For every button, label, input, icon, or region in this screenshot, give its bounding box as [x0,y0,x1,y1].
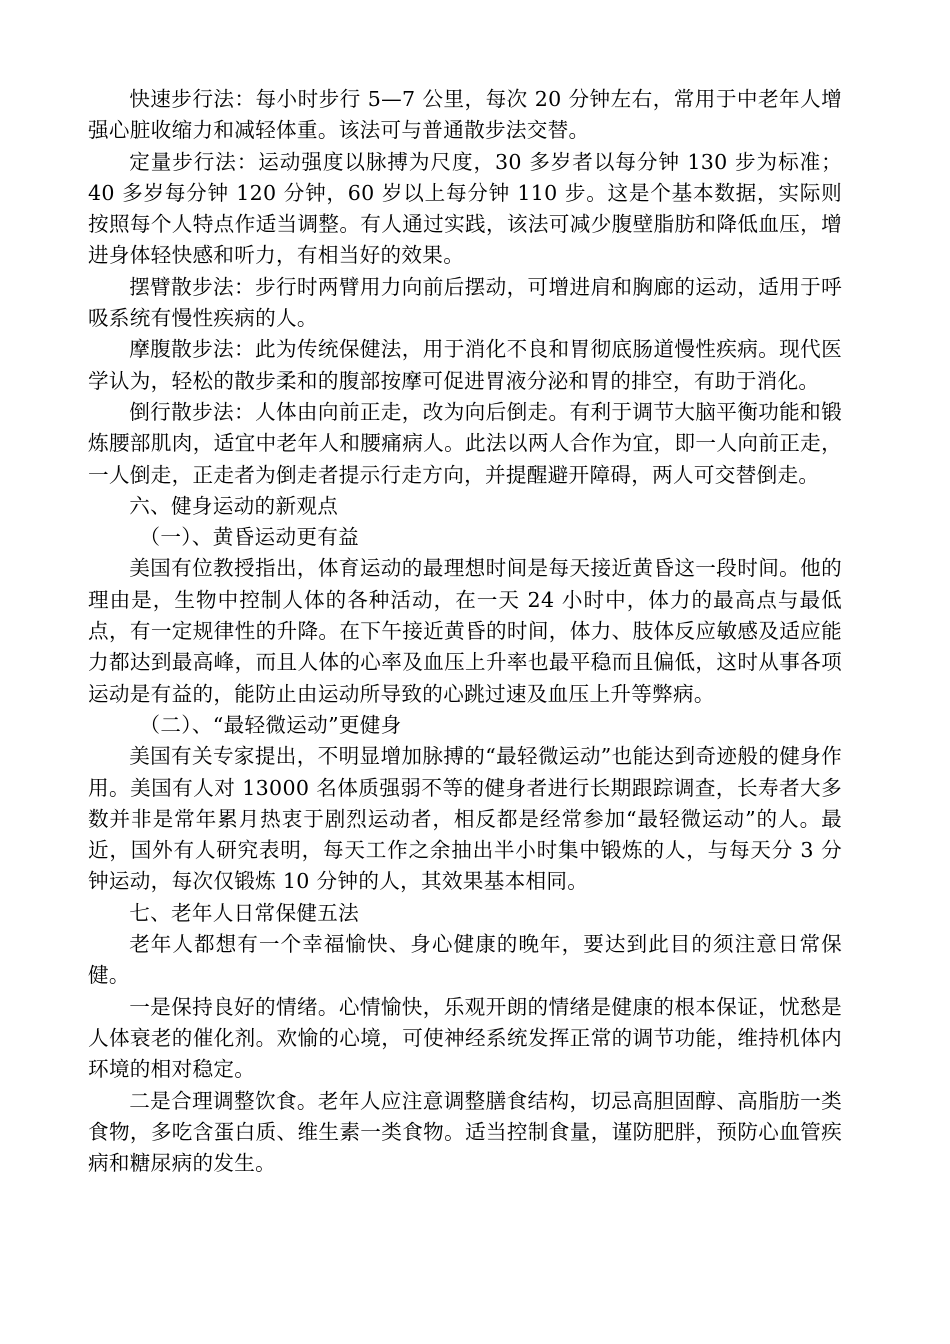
paragraph-arm-swing-walking: 摆臂散步法：步行时两臂用力向前后摆动，可增进肩和胸廊的运动，适用于呼吸系统有慢性疾病的人。 [88,274,842,331]
paragraph-elderly-intro: 老年人都想有一个幸福愉快、身心健康的晚年，要达到此目的须注意日常保健。 [88,932,842,988]
document-page [88,84,842,1179]
section-heading-seven: 七、老年人日常保健五法 [129,900,360,925]
paragraph-belly-rub-walking: 摩腹散步法：此为传统保健法，用于消化不良和胃彻底肠道慢性疾病。现代医学认为，轻松的散步柔和的腹部按摩可促进胃液分泌和胃的排空，有助于消化。 [88,337,842,393]
paragraph-fast-walking: 快速步行法：每小时步行 5—7 公里，每次 20 分钟左右，常用于中老年人增强心脏收缩力和减轻体重。该法可与普通散步法交替。 [88,87,842,143]
subheading-light-exercise: （二）、“最轻微运动”更健身 [139,712,402,737]
paragraph-good-mood: 一是保持良好的情绪。心情愉快，乐观开朗的情绪是健康的根本保证，忧愁是人体衰老的催化剂。欢愉的心境，可使神经系统发挥正常的调节功能，维持机体内环境的相对稳定。 [88,994,842,1082]
paragraph-quantitative-walking: 定量步行法：运动强度以脉搏为尺度，30 多岁者以每分钟 130 步为标准；40 多岁每分钟 120 分钟，60 岁以上每分钟 110 步。这是个基本数据，实际则按照每个人特点作适当调整。有人通过实践，该法可减少腹壁脂肪和降低血压，增进身体轻快感和听力，有相当好的效果。 [88,149,842,268]
paragraph-light-exercise: 美国有关专家提出，不明显增加脉搏的“最轻微运动”也能达到奇迹般的健身作用。美国有人对 13000 名体质强弱不等的健身者进行长期跟踪调查，长寿者大多数并非是常年累月热衷于剧烈运动者，相反都是经常参加“最轻微运动”的人。最近，国外有人研究表明，每天工作之余抽出半小时集中锻炼的人，与每天分 3 分钟运动，每次仅锻炼 10 分钟的人，其效果基本相同。 [88,744,842,894]
section-heading-six: 六、健身运动的新观点 [129,493,339,518]
paragraph-dusk-exercise: 美国有位教授指出，体育运动的最理想时间是每天接近黄昏这一段时间。他的理由是，生物中控制人体的各种活动，在一天 24 小时中，体力的最高点与最低点，有一定规律性的升降。在下午接近黄昏的时间，体力、肢体反应敏感及适应能力都达到最高峰，而且人体的心率及血压上升率也最平稳而且偏低，这时从事各项运动是有益的，能防止由运动所导致的心跳过速及血压上升等弊病。 [88,556,842,706]
subheading-dusk-exercise: （一）、黄昏运动更有益 [139,525,360,550]
paragraph-backward-walking: 倒行散步法：人体由向前正走，改为向后倒走。有利于调节大脑平衡功能和锻炼腰部肌肉，适宜中老年人和腰痛病人。此法以两人合作为宜，即一人向前正走，一人倒走，正走者为倒走者提示行走方向，并提醒避开障碍，两人可交替倒走。 [88,399,842,487]
paragraph-diet: 二是合理调整饮食。老年人应注意调整膳食结构，切忌高胆固醇、高脂肪一类食物，多吃含蛋白质、维生素一类食物。适当控制食量，谨防肥胖，预防心血管疾病和糖尿病的发生。 [88,1088,842,1176]
